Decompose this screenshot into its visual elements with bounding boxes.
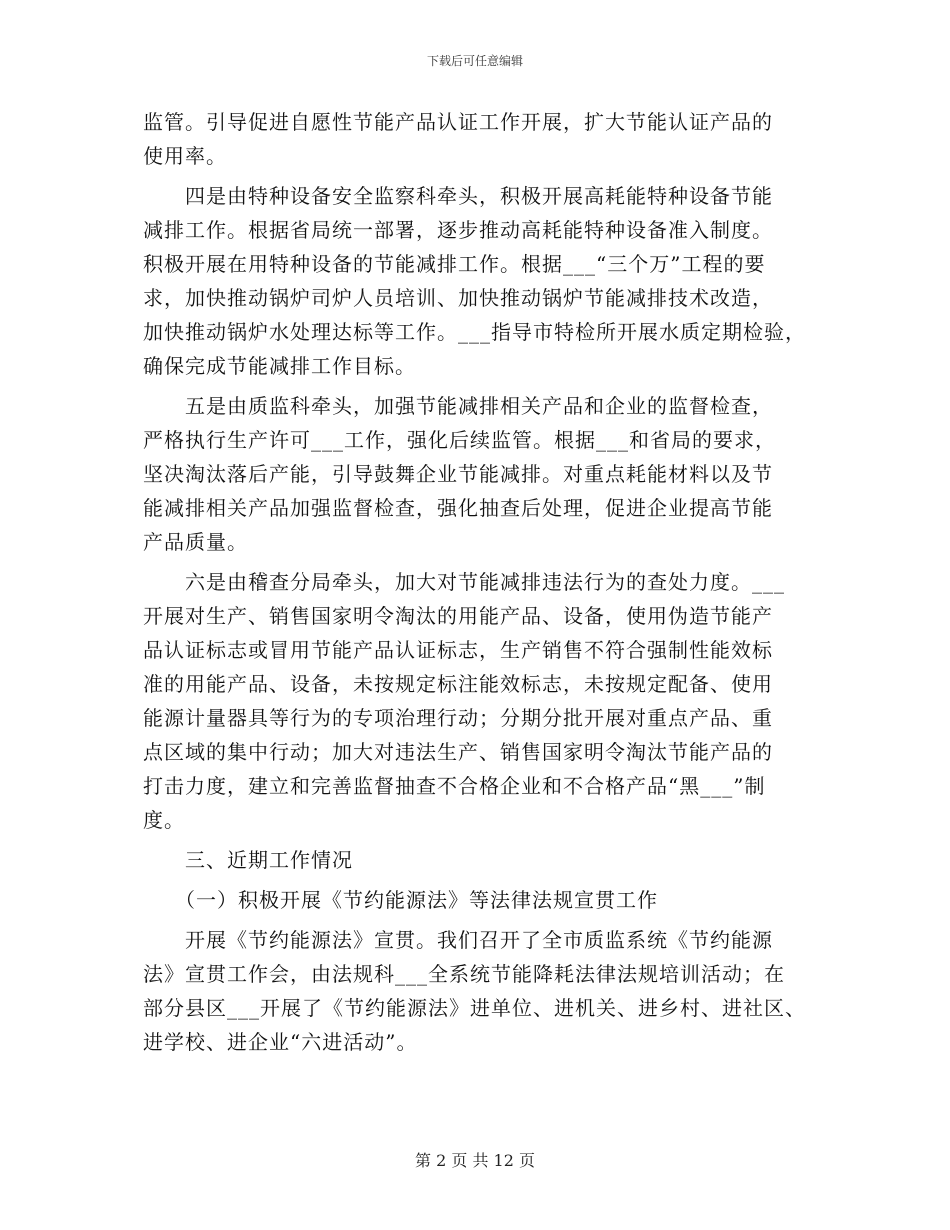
- paragraph-six-line: 六是由稽查分局牵头，加大对节能减排违法行为的查处力度。___: [143, 570, 785, 594]
- text-line: 确保完成节能减排工作目标。: [143, 354, 416, 378]
- text-line: 法》宣贯工作会，由法规科___全系统节能降耗法律法规培训活动；在: [143, 962, 785, 986]
- text-line: 准的用能产品、设备，未按规定标注能效标志，未按规定配备、使用: [143, 672, 773, 696]
- text-line: 部分县区___开展了《节约能源法》进单位、进机关、进乡村、进社区、: [143, 996, 806, 1020]
- page-number-footer: 第 2 页 共 12 页: [415, 1151, 535, 1170]
- text-line: 品认证标志或冒用节能产品认证标志，生产销售不符合强制性能效标: [143, 638, 773, 662]
- text-line: 度。: [143, 808, 185, 832]
- text-line: 监管。引导促进自愿性节能产品认证工作开展，扩大节能认证产品的: [143, 110, 773, 134]
- text-line: 求，加快推动锅炉司炉人员培训、加快推动锅炉节能减排技术改造，: [143, 286, 773, 310]
- text-line: 严格执行生产许可___工作，强化后续监管。根据___和省局的要求，: [143, 428, 776, 452]
- text-line: 使用率。: [143, 144, 227, 168]
- section-heading: 三、近期工作情况: [143, 848, 353, 872]
- document-body: [143, 105, 823, 1059]
- text-line: 开展对生产、销售国家明令淘汰的用能产品、设备，使用伪造节能产: [143, 604, 773, 628]
- text-line: 能减排相关产品加强监督检查，强化抽查后处理，促进企业提高节能: [143, 496, 773, 520]
- text-line: 进学校、进企业“六进活动”。: [143, 1030, 418, 1054]
- text-line: 减排工作。根据省局统一部署，逐步推动高耗能特种设备准入制度。: [143, 218, 773, 242]
- subsection-heading: （一）积极开展《节约能源法》等法律法规宣贯工作: [143, 888, 658, 912]
- text-line: 打击力度，建立和完善监督抽查不合格企业和不合格产品“黑___”制: [143, 774, 766, 798]
- page-header-note: 下载后可任意编辑: [426, 54, 523, 68]
- text-line: 能源计量器具等行为的专项治理行动；分期分批开展对重点产品、重: [143, 706, 773, 730]
- text-line: 开展《节约能源法》宣贯。我们召开了全市质监系统《节约能源: [143, 928, 773, 952]
- text-line: 点区域的集中行动；加大对违法生产、销售国家明令淘汰节能产品的: [143, 740, 773, 764]
- paragraph-five-line: 五是由质监科牵头，加强节能减排相关产品和企业的监督检查，: [143, 394, 773, 418]
- text-line: 产品质量。: [143, 530, 248, 554]
- text-line: 积极开展在用特种设备的节能减排工作。根据___“三个万”工程的要: [143, 252, 766, 276]
- text-line: 坚决淘汰落后产能，引导鼓舞企业节能减排。对重点耗能材料以及节: [143, 462, 773, 486]
- text-line: 加快推动锅炉水处理达标等工作。___指导市特检所开展水质定期检验，: [143, 320, 806, 344]
- paragraph-four-line: 四是由特种设备安全监察科牵头，积极开展高耗能特种设备节能: [143, 184, 773, 208]
